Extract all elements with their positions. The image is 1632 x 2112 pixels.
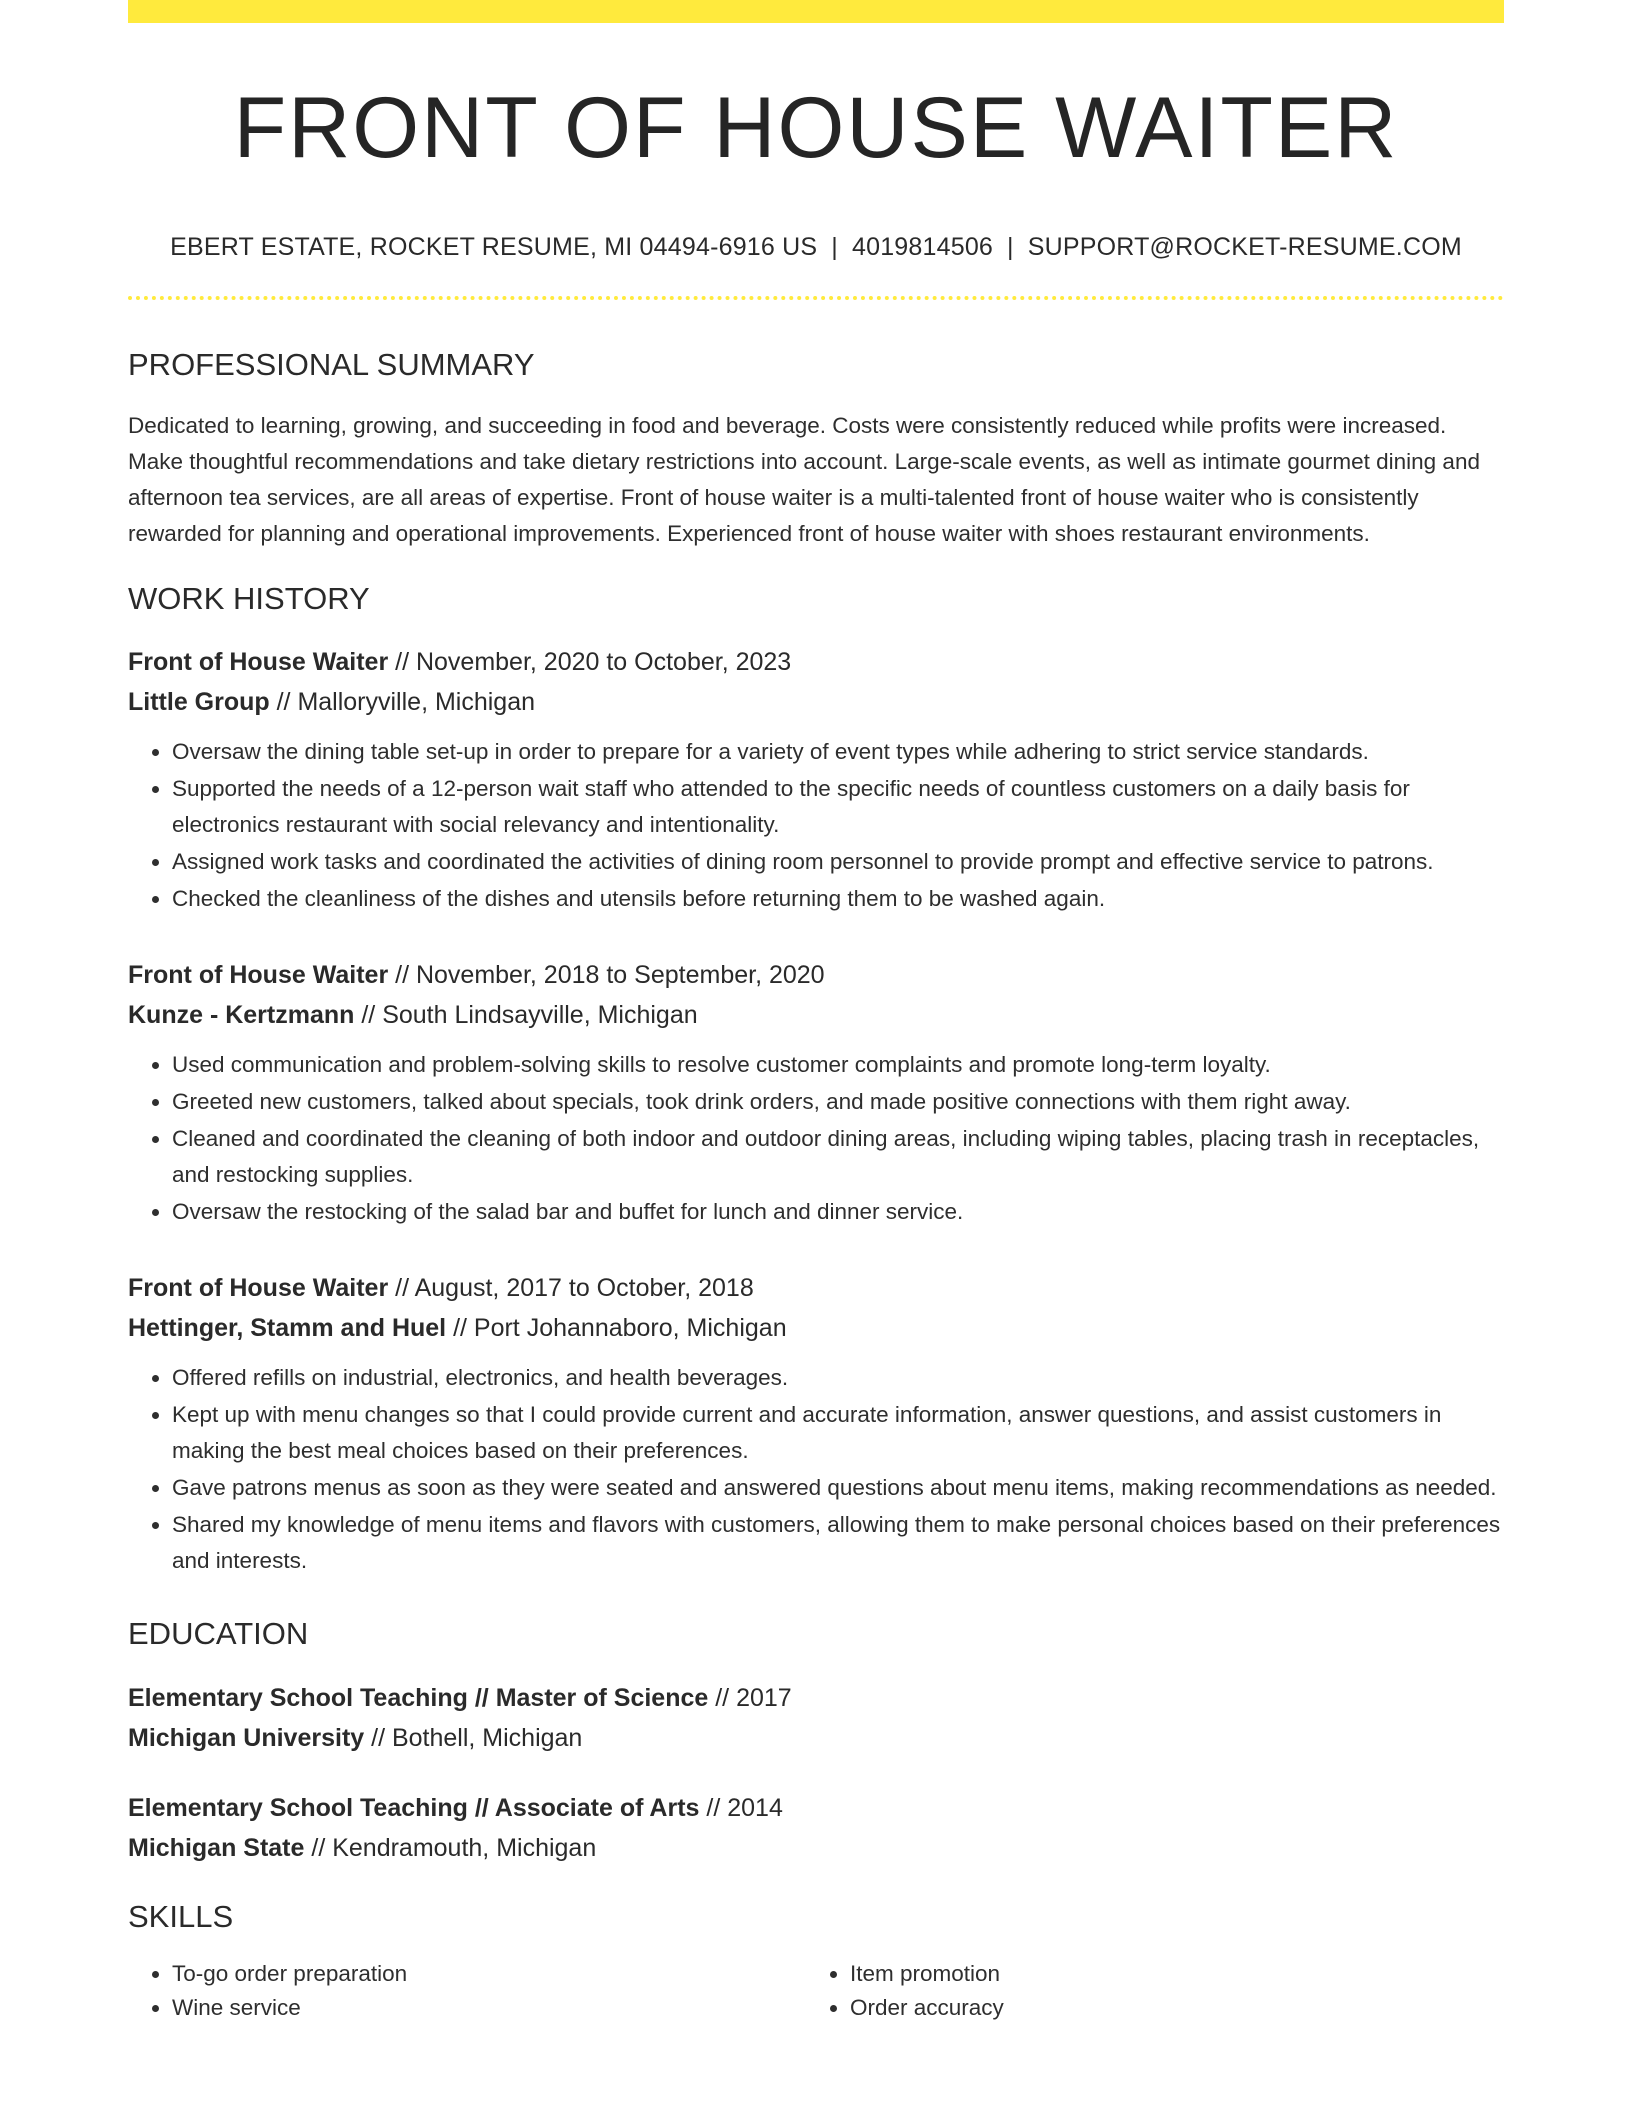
job-location: // Malloryville, Michigan xyxy=(269,687,536,716)
job-bullet: • Offered refills on industrial, electronics, and health beverages. xyxy=(172,1360,1504,1396)
job-entry xyxy=(128,642,1504,917)
job-bullets xyxy=(128,734,1504,917)
skill-item: • Wine service xyxy=(172,1991,806,2025)
skills-column-right xyxy=(806,1957,1484,2025)
education-entry xyxy=(128,1788,1504,1868)
job-dates: // November, 2018 to September, 2020 xyxy=(388,960,825,989)
contact-separator: | xyxy=(1007,232,1014,261)
work-history-heading: WORK HISTORY xyxy=(128,580,370,616)
job-company: Little Group xyxy=(128,687,270,716)
job-bullet: • Used communication and problem-solving skills to resolve customer complaints and promote long-term loyalty. xyxy=(172,1047,1504,1083)
job-location: // South Lindsayville, Michigan xyxy=(354,1000,698,1029)
contact-address: EBERT ESTATE, ROCKET RESUME, MI 04494-6916 US xyxy=(170,232,818,261)
education-school: Michigan University xyxy=(128,1724,365,1753)
education-degree-line xyxy=(128,1788,1504,1828)
job-bullet: • Checked the cleanliness of the dishes and utensils before returning them to be washed again. xyxy=(172,881,1504,917)
education-degree: Elementary School Teaching // Associate of Arts xyxy=(128,1794,700,1823)
job-entry xyxy=(128,955,1504,1230)
job-bullet: • Cleaned and coordinated the cleaning of both indoor and outdoor dining areas, including wiping tables, placing trash in receptacles, and restocking supplies. xyxy=(172,1121,1504,1193)
job-bullet: • Greeted new customers, talked about specials, took drink orders, and made positive connections with them right away. xyxy=(172,1084,1504,1120)
skills-heading: SKILLS xyxy=(128,1899,234,1935)
job-bullet: • Shared my knowledge of menu items and flavors with customers, allowing them to make personal choices based on their preferences and interests. xyxy=(172,1507,1504,1579)
summary-heading: PROFESSIONAL SUMMARY xyxy=(128,346,535,382)
job-title: Front of House Waiter xyxy=(128,960,389,989)
job-bullet: • Gave patrons menus as soon as they were seated and answered questions about menu items, making recommendations as needed. xyxy=(172,1470,1504,1506)
summary-text: Dedicated to learning, growing, and succeeding in food and beverage. Costs were consistently reduced while profits were increased. Make thoughtful recommendations and take dietary restrictions into account. Large-scale events, as well as intimate gourmet dining and afternoon tea services, are all areas of expertise. Front of house waiter is a multi-talented front of house waiter who is consistently rewarded for planning and operational improvements. Experienced front of house waiter with shoes restaurant environments. xyxy=(128,412,1480,546)
job-role-line xyxy=(128,955,1504,995)
skills-list xyxy=(128,1957,1504,2025)
job-dates: // August, 2017 to October, 2018 xyxy=(388,1273,754,1302)
job-dates: // November, 2020 to October, 2023 xyxy=(388,647,792,676)
accent-bar xyxy=(128,0,1504,23)
job-company-line xyxy=(128,1308,1504,1348)
job-bullet: • Oversaw the dining table set-up in order to prepare for a variety of event types while adhering to strict service standards. xyxy=(172,734,1504,770)
job-role-line xyxy=(128,1268,1504,1308)
resume-page xyxy=(128,0,1504,2025)
education-school-line xyxy=(128,1828,1504,1868)
skill-item: • To-go order preparation xyxy=(172,1957,806,1991)
job-title: Front of House Waiter xyxy=(128,647,389,676)
job-role-line xyxy=(128,642,1504,682)
job-company-line xyxy=(128,682,1504,722)
job-location: // Port Johannaboro, Michigan xyxy=(446,1313,787,1342)
education-degree: Elementary School Teaching // Master of Science xyxy=(128,1684,709,1713)
education-degree-line xyxy=(128,1678,1504,1718)
education-year: // 2017 xyxy=(708,1684,792,1713)
skills-column-left xyxy=(128,1957,806,2025)
contact-separator: | xyxy=(831,232,838,261)
dotted-divider xyxy=(128,296,1504,300)
education-location: // Kendramouth, Michigan xyxy=(304,1834,597,1863)
job-bullet: • Assigned work tasks and coordinated the activities of dining room personnel to provide prompt and effective service to patrons. xyxy=(172,844,1504,880)
job-bullet: • Oversaw the restocking of the salad bar and buffet for lunch and dinner service. xyxy=(172,1194,1504,1230)
candidate-name: FRONT OF HOUSE WAITER xyxy=(233,80,1399,176)
education-school: Michigan State xyxy=(128,1834,305,1863)
job-title: Front of House Waiter xyxy=(128,1273,389,1302)
job-bullet: • Supported the needs of a 12-person wait staff who attended to the specific needs of countless customers on a daily basis for electronics restaurant with social relevancy and intentionality. xyxy=(172,771,1504,843)
job-entry xyxy=(128,1268,1504,1579)
contact-phone: 4019814506 xyxy=(852,232,994,261)
contact-line xyxy=(128,232,1504,262)
job-bullets xyxy=(128,1047,1504,1230)
education-school-line xyxy=(128,1718,1504,1758)
education-entry xyxy=(128,1678,1504,1758)
skill-item: • Item promotion xyxy=(850,1957,1484,1991)
education-location: // Bothell, Michigan xyxy=(364,1724,583,1753)
education-heading: EDUCATION xyxy=(128,1615,309,1651)
job-bullet: • Kept up with menu changes so that I could provide current and accurate information, answer questions, and assist customers in making the best meal choices based on their preferences. xyxy=(172,1397,1504,1469)
job-company: Kunze - Kertzmann xyxy=(128,1000,355,1029)
job-company: Hettinger, Stamm and Huel xyxy=(128,1313,447,1342)
skill-item: • Order accuracy xyxy=(850,1991,1484,2025)
job-company-line xyxy=(128,995,1504,1035)
contact-email: SUPPORT@ROCKET-RESUME.COM xyxy=(1027,232,1462,261)
education-year: // 2014 xyxy=(699,1794,783,1823)
job-bullets xyxy=(128,1360,1504,1579)
